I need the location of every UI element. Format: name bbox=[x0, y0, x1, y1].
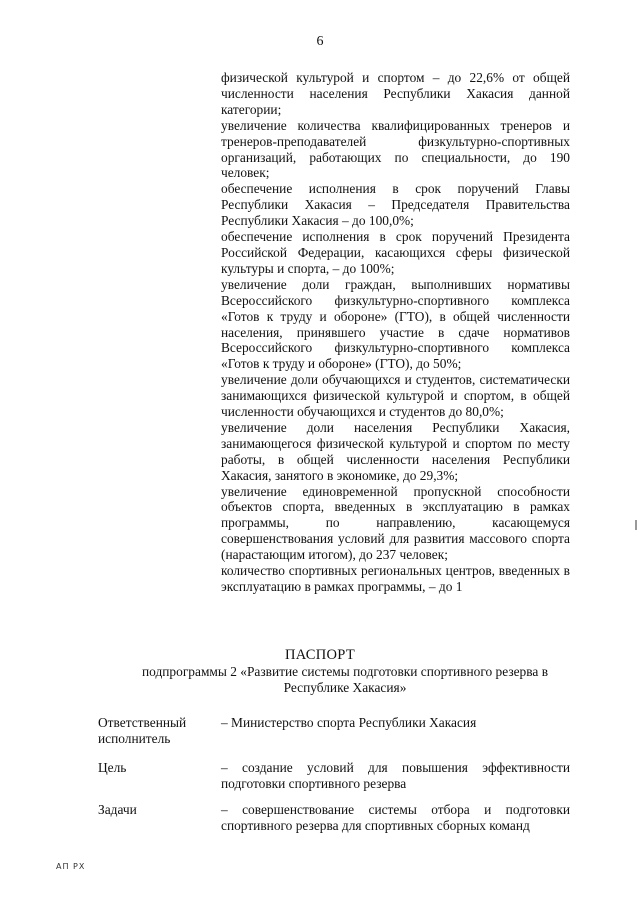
passport-row-label: Задачи bbox=[98, 802, 137, 817]
goal-item: обеспечение исполнения в срок поручений Президента Российской Федерации, касающихся сферы физической культуры и спорта, – до 100%; bbox=[221, 229, 570, 276]
goals-list bbox=[221, 70, 570, 595]
goal-item: физической культурой и спортом – до 22,6% от общей численности населения Республики Хакасия данной категории; bbox=[221, 70, 570, 117]
goal-item: увеличение единовременной пропускной способности объектов спорта, введенных в эксплуатацию в рамках программы, по направлению, касающемуся совершенствования условий для развития массового спорта (нарастающим итогом), до 237 человек; bbox=[221, 483, 570, 563]
goal-item: количество спортивных региональных центров, введенных в эксплуатацию в рамках программы, – до 1 bbox=[221, 563, 570, 594]
goal-item: увеличение доли обучающихся и студентов, систематически занимающихся физической культурой и спортом, в общей численности обучающихся и студентов до 80,0%; bbox=[221, 372, 570, 420]
passport-row-value: – Министерство спорта Республики Хакасия bbox=[221, 715, 477, 730]
goal-item: увеличение доли населения Республики Хакасия, занимающегося физической культурой и спортом по месту работы, в общей численности населения Республики Хакасия, занятого в экономике, до 29,3%; bbox=[221, 419, 570, 483]
footer-stamp: АП РХ bbox=[56, 862, 86, 871]
page-number: 6 bbox=[316, 34, 324, 49]
goal-item: обеспечение исполнения в срок поручений Главы Республики Хакасия – Председателя Правительства Республики Хакасия – до 100,0%; bbox=[221, 181, 570, 229]
passport-title: ПАСПОРТ bbox=[284, 647, 356, 663]
passport-row-label: Ответственный исполнитель bbox=[98, 715, 187, 746]
passport-subtitle: подпрограммы 2 «Развитие системы подготовки спортивного резерва в Республике Хакасия» bbox=[141, 664, 549, 695]
goal-item: увеличение доли граждан, выполнивших нормативы Всероссийского физкультурно-спортивного комплекса «Готов к труду и обороне» (ГТО), в общей численности населения, принявшего участие в сдаче нормативов Всероссийского физкультурно-спортивного комплекса «Готов к труду и обороне» (ГТО), до 50%; bbox=[221, 276, 570, 372]
page-edge-mark bbox=[635, 520, 637, 530]
passport-row-label: Цель bbox=[98, 760, 127, 775]
passport-row-value: – создание условий для повышения эффективности подготовки спортивного резерва bbox=[221, 760, 570, 791]
goal-item: увеличение количества квалифицированных тренеров и тренеров-преподавателей физкультурно-спортивных организаций, работающих по специальности, до 190 человек; bbox=[221, 117, 570, 181]
passport-row-value: – совершенствование системы отбора и подготовки спортивного резерва для спортивных сборных команд bbox=[221, 802, 570, 833]
